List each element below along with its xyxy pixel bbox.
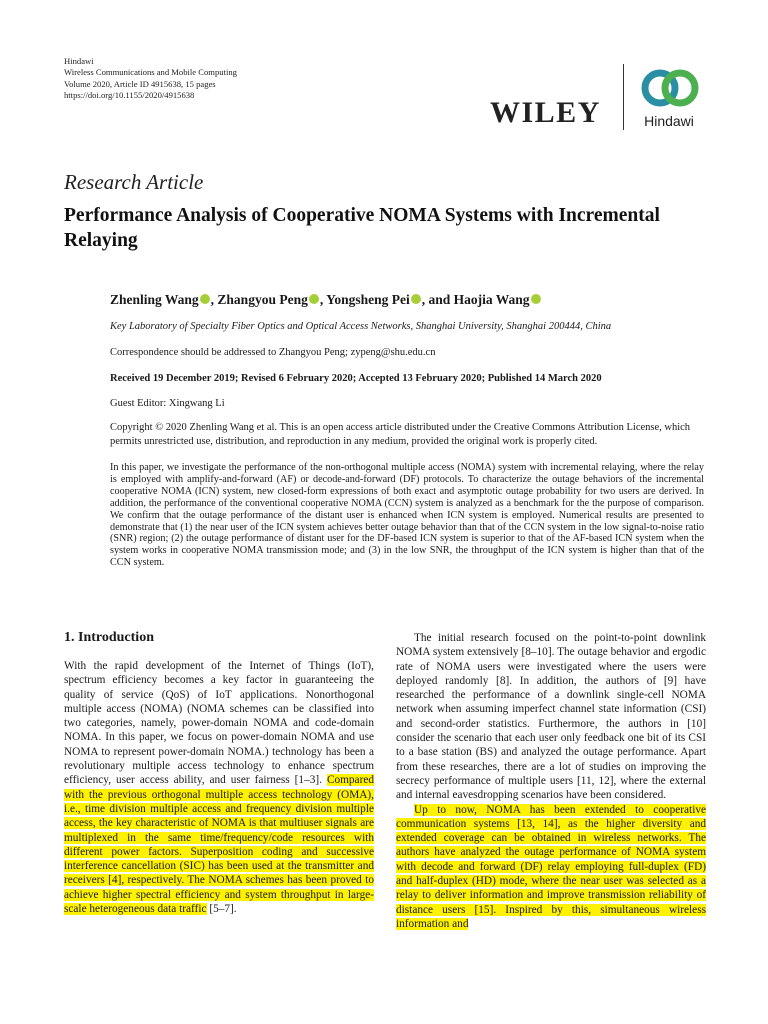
journal-meta [64, 56, 237, 102]
doi-link[interactable]: https://doi.org/10.1155/2020/4915638 [64, 90, 195, 101]
highlighted-text: Up to now, NOMA has been extended to cooperative communication systems [13, 14], as the higher diversity and extended coverage can be obtained in wireless networks. The authors have analyzed the outage performance of NOMA system with decode and forward (DF) relay employing full-duplex (FD) and half-duplex (HD) mode, where the near user was selected as a relay to deliver information and improve transmission reliability of distance users [15]. Inspired by this, simultaneous wireless information and [396, 803, 706, 930]
author-name[interactable]: Zhangyou Peng [217, 292, 308, 307]
logo-divider [623, 64, 624, 130]
left-column [64, 659, 374, 916]
publication-dates: Received 19 December 2019; Revised 6 February 2020; Accepted 13 February 2020; Published 14 March 2020 [110, 373, 602, 384]
orcid-icon[interactable] [200, 294, 210, 304]
journal-name: Wireless Communications and Mobile Computing [64, 67, 237, 78]
hindawi-logo-text: Hindawi [644, 113, 694, 129]
paragraph: The initial research focused on the point-to-point downlink NOMA system extensively [8–10]. The outage behavior and ergodic rate of NOMA users were investigated where the users were deployed randomly [8]. In addition, the authors of [9] have researched the performance of a downlink single-cell NOMA network when assuming imperfect channel state information (CSI) and second-order statistics. Furthermore, the authors in [10] consider the scenario that each user only feedback one bit of its CSI to a base station (BS) and analyzed the outage performance. Apart from these researches, there are a lot of studies on improving the secrecy performance of multiple users [11, 12], where the external and internal eavesdropping scenarios have been considered. [396, 632, 706, 802]
author-name[interactable]: Haojia Wang [453, 292, 530, 307]
section-heading: 1. Introduction [64, 630, 154, 645]
correspondence: Correspondence should be addressed to Zhangyou Peng; zypeng@shu.edu.cn [110, 347, 436, 358]
affiliation: Key Laboratory of Specialty Fiber Optics and Optical Access Networks, Shanghai University, Shanghai 200444, China [110, 321, 612, 332]
abstract: In this paper, we investigate the performance of the non-orthogonal multiple access (NOMA) system with incremental relaying, where the relay is employed with amplify-and-forward (AF) or decode-and-forward (DF) protocols. To characterize the outage behaviors of the incremental cooperative NOMA (ICN) system, new closed-form expressions of both exact and asymptotic outage probability for two users are derived. In addition, the performance of the conventional cooperative NOMA (CCN) system is analyzed as a benchmark for the the purpose of comparison. We confirm that the outage performance of the distant user is enhanced when ICN system is employed. Numerical results are presented to demonstrate that (1) the near user of the ICN system achieves better outage behavior than that of the CCN system in the low signal-to-noise ratio (SNR) region; (2) the outage performance of distant user for the DF-based ICN system is superior to that of the AF-based ICN system when the system works in cooperative NOMA transmission mode; and (3) in the low SNR, the throughput of the ICN system is higher than that of the CCN system. [110, 462, 704, 569]
author-name[interactable]: Yongsheng Pei [326, 292, 410, 307]
paragraph [64, 659, 374, 916]
paper-title: Performance Analysis of Cooperative NOMA Systems with Incremental Relaying [64, 205, 660, 251]
author-separator: , and [421, 292, 454, 307]
author-separator: , [210, 292, 218, 307]
paragraph-text: With the rapid development of the Internet of Things (IoT), spectrum efficiency becomes a key factor in guaranteeing the quality of service (QoS) of IoT applications. Nonorthogonal multiple access (NOMA) (NOMA schemes can be classified into two categories, namely, power-domain NOMA and code-domain NOMA. In this paper, we focus on power-domain NOMA and use NOMA to represent power-domain NOMA.) technology has been a revolutionary multiple access technology to enhance spectrum efficiency, user access ability, and user fairness [1–3]. [64, 660, 374, 787]
publisher-name: Hindawi [64, 56, 94, 66]
paragraph [396, 803, 706, 932]
right-column [396, 631, 706, 931]
article-type: Research Article [64, 170, 204, 194]
volume-info: Volume 2020, Article ID 4915638, 15 pages [64, 78, 216, 89]
author-separator: , [319, 292, 327, 307]
paragraph-text: [5–7]. [206, 903, 237, 916]
copyright-notice: Copyright © 2020 Zhenling Wang et al. This is an open access article distributed under the Creative Commons Attribution License, which permits unrestricted use, distribution, and reproduction in any medium, provided the original work is properly cited. [110, 422, 691, 447]
orcid-icon[interactable] [531, 294, 541, 304]
author-list [110, 292, 542, 308]
highlighted-text: Compared with the previous orthogonal multiple access technology (OMA), i.e., time division multiple access and frequency division multiple access, the key characteristic of NOMA is that multiuser signals are multiplexed in the same time/frequency/code resources with different power factors. Superposition coding and successive interference cancellation (SIC) has been used at the transmitter and receivers [4], respectively. The NOMA schemes has been proved to achieve higher spectral efficiency and system throughput in large-scale heterogeneous data traffic [64, 774, 374, 916]
orcid-icon[interactable] [411, 294, 421, 304]
author-name[interactable]: Zhenling Wang [110, 292, 199, 307]
wiley-logo: WILEY [490, 96, 601, 129]
orcid-icon[interactable] [309, 294, 319, 304]
guest-editor: Guest Editor: Xingwang Li [110, 398, 225, 409]
hindawi-rings-icon [630, 60, 710, 116]
